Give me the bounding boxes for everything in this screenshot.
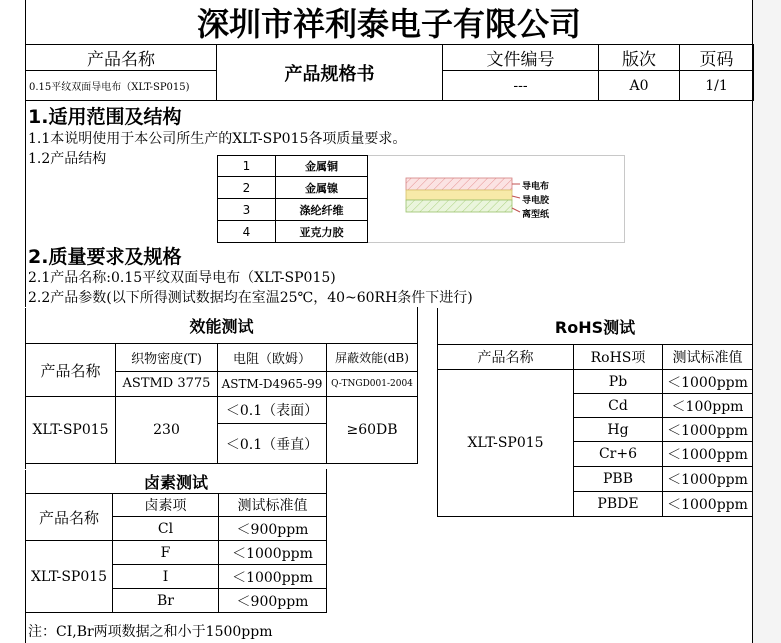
performance-title: 效能测试: [26, 308, 418, 344]
rohs-value: ＜1000ppm: [663, 492, 753, 517]
perf-res-vertical: ＜0.1（垂直）: [218, 424, 327, 464]
structure-no: 4: [218, 221, 276, 243]
rohs-title: RoHS测试: [438, 308, 753, 345]
perf-density: 230: [116, 396, 218, 463]
perf-shield: ≥60DB: [327, 396, 418, 463]
section2-line1: 2.1产品名称:0.15平纹双面导电布（XLT-SP015): [28, 270, 336, 286]
rohs-value: ＜1000ppm: [663, 467, 753, 492]
rohs-product: XLT-SP015: [438, 370, 574, 517]
perf-col-resistance: 电阻（欧姆）: [218, 344, 327, 371]
rohs-item: Pb: [574, 370, 663, 394]
perf-std-shield: Q-TNGD001-2004: [327, 371, 418, 396]
product-name-value: 0.15平纹双面导电布（XLT-SP015): [26, 71, 217, 101]
rohs-value: ＜100ppm: [663, 394, 753, 418]
hal-product: XLT-SP015: [26, 541, 113, 613]
hal-std-item: Cl: [113, 517, 219, 541]
hal-value: ＜1000ppm: [219, 565, 327, 589]
legend-label: 离型纸: [522, 209, 550, 220]
doc-no-value: ---: [443, 71, 599, 101]
hal-item: Br: [113, 589, 219, 613]
rohs-value: ＜1000ppm: [663, 442, 753, 467]
structure-no: 2: [218, 177, 276, 199]
version-value: A0: [599, 71, 680, 101]
rohs-item: PBDE: [574, 492, 663, 517]
structure-no: 3: [218, 199, 276, 221]
section2-title: 2.质量要求及规格: [28, 245, 182, 268]
perf-col-shield: 屏蔽效能(dB): [327, 344, 418, 371]
perf-std-resistance: ASTM-D4965-99: [218, 371, 327, 396]
legend-label: 导电布: [522, 181, 550, 192]
hal-value: ＜1000ppm: [219, 541, 327, 565]
footer-note: 注：CI,Br两项数据之和小于1500ppm: [28, 624, 273, 640]
gray-gutter: [753, 0, 781, 643]
spec-title: 产品规格书: [217, 45, 443, 101]
perf-col-name: 产品名称: [26, 344, 116, 396]
hal-item: F: [113, 541, 219, 565]
section1-line1: 1.1本说明使用于本公司所生产的XLT-SP015各项质量要求。: [28, 131, 407, 147]
rohs-col-std: 测试标准值: [663, 345, 753, 370]
structure-no: 1: [218, 156, 276, 177]
performance-table: [25, 307, 418, 464]
rohs-item: Hg: [574, 418, 663, 442]
doc-no-label: 文件编号: [443, 45, 599, 71]
halogen-title: 卤素测试: [26, 470, 327, 494]
structure-name: 金属铜: [276, 156, 368, 177]
product-name-label: 产品名称: [26, 45, 217, 71]
perf-res-surface: ＜0.1（表面）: [218, 396, 327, 423]
header-table: [25, 44, 754, 101]
layer-release-paper: [406, 200, 512, 212]
version-label: 版次: [599, 45, 680, 71]
page-label: 页码: [680, 45, 754, 71]
legend-label: 导电胶: [522, 195, 550, 206]
perf-col-density: 织物密度(T): [116, 344, 218, 371]
page-value: 1/1: [680, 71, 754, 101]
rohs-col-name: 产品名称: [438, 345, 574, 370]
rohs-item: Cd: [574, 394, 663, 418]
layer-conductive-cloth: [406, 178, 512, 190]
structure-name: 涤纶纤维: [276, 199, 368, 221]
rohs-col-item: RoHS项: [574, 345, 663, 370]
hal-col-item: 卤素项: [113, 494, 219, 517]
hal-col-name: 产品名称: [26, 494, 113, 541]
hal-std-value: ＜900ppm: [219, 517, 327, 541]
perf-std-density: ASTMD 3775: [116, 371, 218, 396]
hal-col-std: 测试标准值: [219, 494, 327, 517]
company-title: 深圳市祥利泰电子有限公司: [196, 5, 581, 43]
layer-conductive-glue: [406, 190, 512, 200]
rohs-item: PBB: [574, 467, 663, 492]
section1-line2: 1.2产品结构: [28, 151, 107, 167]
section2-line2: 2.2产品参数(以下所得测试数据均在室温25℃，40~60RH条件下进行): [28, 290, 473, 306]
structure-name: 金属镍: [276, 177, 368, 199]
rohs-table: [437, 307, 753, 517]
rohs-item: Cr+6: [574, 442, 663, 467]
hal-item: I: [113, 565, 219, 589]
halogen-table: [25, 469, 327, 613]
section1-title: 1.适用范围及结构: [28, 105, 182, 128]
hal-value: ＜900ppm: [219, 589, 327, 613]
structure-table: [217, 155, 368, 243]
perf-product: XLT-SP015: [26, 396, 116, 463]
rohs-value: ＜1000ppm: [663, 370, 753, 394]
structure-name: 亚克力胶: [276, 221, 368, 243]
rohs-value: ＜1000ppm: [663, 418, 753, 442]
